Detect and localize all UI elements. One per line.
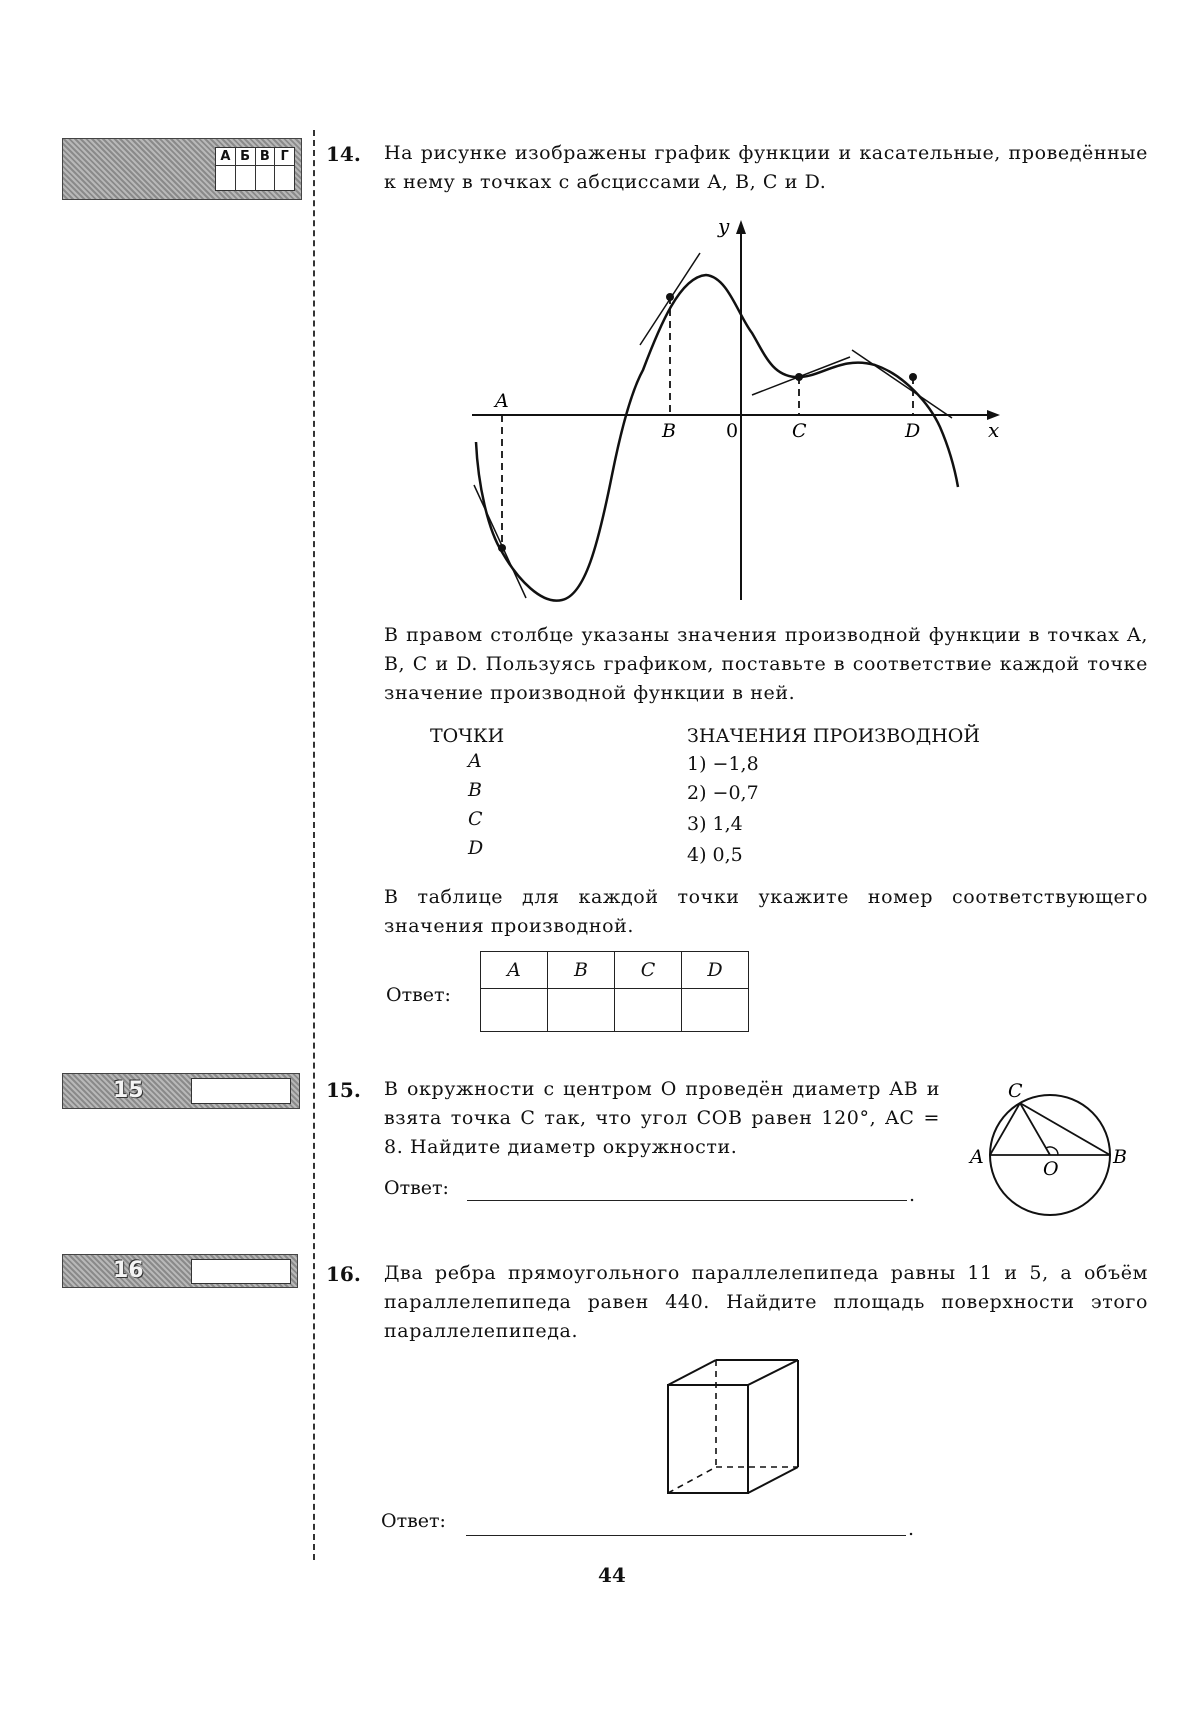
label-zero: 0 [726, 420, 739, 442]
points-list [468, 750, 483, 866]
tangent-d [852, 350, 952, 418]
answer-table-14 [480, 951, 749, 1032]
answer-input-cell[interactable] [615, 989, 682, 1032]
answer-line-16[interactable] [466, 1534, 906, 1536]
value-item: 1) −1,8 [687, 753, 759, 775]
point-b [666, 293, 674, 301]
answer-header-cell: C [615, 952, 682, 989]
answer-input-cell[interactable] [682, 989, 749, 1032]
value-item: 2) −0,7 [687, 782, 759, 804]
answer-cell[interactable] [236, 166, 256, 190]
answer-line-15[interactable] [467, 1199, 907, 1201]
task-number: 16. [326, 1262, 361, 1286]
front-face [668, 1385, 748, 1493]
values-header: ЗНАЧЕНИЯ ПРОИЗВОДНОЙ [687, 725, 980, 747]
side-answer-box[interactable] [191, 1259, 291, 1284]
label-b: B [662, 420, 676, 442]
fig-label-b: B [1113, 1146, 1127, 1168]
answer-period: . [909, 1184, 916, 1206]
value-item: 4) 0,5 [687, 844, 743, 866]
task-text: Два ребра прямоугольного параллелепипеда равны 11 и 5, а объём параллелепипеда равен 440. Найдите площадь поверхности этого параллелепипеда. [384, 1262, 1148, 1342]
label-d: D [905, 420, 921, 442]
answer-cell[interactable] [256, 166, 276, 190]
answer-cell[interactable] [275, 166, 294, 190]
margin-separator [313, 130, 315, 1560]
task-text: В окружности с центром O проведён диаметр AB и взята точка C так, что угол COB равен 120°, AC = 8. Найдите диаметр окружности. [384, 1078, 940, 1158]
hidden-edge [668, 1467, 716, 1493]
task-number: 14. [326, 142, 361, 166]
chord-ac [990, 1103, 1020, 1155]
points-header: ТОЧКИ [430, 725, 505, 747]
side-tab-15 [62, 1073, 300, 1109]
answer-header-cell: B [548, 952, 615, 989]
point-d [909, 373, 917, 381]
answer-input-cell[interactable] [481, 989, 548, 1032]
label-x: x [988, 418, 1000, 442]
side-answer-box[interactable] [191, 1078, 291, 1104]
answer-label-16: Ответ: [381, 1510, 446, 1532]
side-tab-number: 16 [113, 1258, 144, 1283]
chord-cb [1020, 1103, 1110, 1155]
side-tab-number: 15 [113, 1078, 144, 1103]
value-item: 3) 1,4 [687, 813, 743, 835]
values-list [687, 750, 759, 870]
parallelepiped-figure [660, 1355, 810, 1505]
point-label: B [468, 779, 482, 801]
answer-header-cell: A [481, 952, 548, 989]
task-number: 15. [326, 1078, 361, 1102]
edge [748, 1467, 798, 1493]
side-tab-16 [62, 1254, 298, 1288]
fig-label-c: C [1008, 1080, 1023, 1102]
function-graph [460, 215, 1020, 605]
y-axis-arrow [736, 220, 746, 234]
edge [748, 1360, 798, 1385]
point-label: A [468, 750, 482, 772]
circle-figure [960, 1075, 1140, 1235]
fig-label-a: A [970, 1146, 984, 1168]
answer-cell[interactable] [216, 166, 236, 190]
fig-label-o: O [1043, 1158, 1059, 1180]
side-tab-14 [62, 138, 302, 200]
answer-label-14: Ответ: [386, 984, 451, 1006]
label-c: C [792, 420, 807, 442]
point-label: C [468, 808, 483, 830]
answer-letter-boxes [215, 147, 295, 191]
answer-input-cell[interactable] [548, 989, 615, 1032]
answer-header-cell: D [682, 952, 749, 989]
letter-cell: Б [236, 148, 256, 165]
point-c [795, 373, 803, 381]
letter-cell: Г [275, 148, 294, 165]
task-text: На рисунке изображены график функции и касательные, проведённые к нему в точках с абсциссами A, B, C и D. [384, 142, 1148, 193]
page-number: 44 [598, 1563, 626, 1587]
label-a: A [495, 390, 509, 412]
letter-cell: В [256, 148, 276, 165]
function-curve [476, 275, 958, 601]
tangent-a [474, 485, 526, 598]
task-instructions: В правом столбце указаны значения производной функции в точках A, B, C и D. Пользуясь графиком, поставьте в соответствие каждой точке значение производной функции в ней. [384, 624, 1148, 704]
answer-label-15: Ответ: [384, 1177, 449, 1199]
label-y: y [718, 215, 730, 238]
answer-period: . [908, 1518, 915, 1540]
letter-cell: А [216, 148, 236, 165]
point-a [498, 544, 506, 552]
edge [668, 1360, 716, 1385]
point-label: D [468, 837, 484, 859]
table-instruction: В таблице для каждой точки укажите номер соответствующего значения производной. [384, 886, 1148, 937]
